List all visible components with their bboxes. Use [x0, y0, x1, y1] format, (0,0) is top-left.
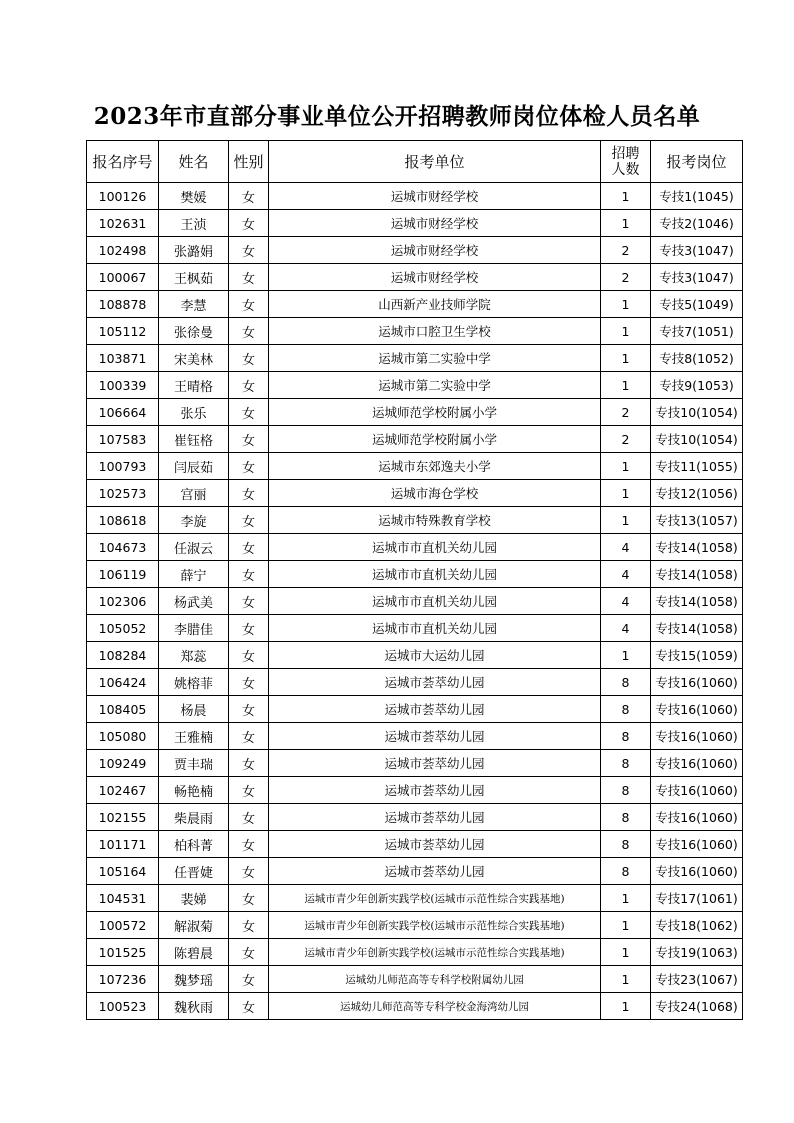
cell-quota: 1 — [601, 480, 651, 507]
header-post: 报考岗位 — [651, 141, 743, 183]
cell-gender: 女 — [229, 534, 269, 561]
cell-name: 张乐 — [159, 399, 229, 426]
cell-id: 107583 — [87, 426, 159, 453]
cell-quota: 1 — [601, 912, 651, 939]
cell-unit: 山西新产业技师学院 — [269, 291, 601, 318]
cell-id: 102498 — [87, 237, 159, 264]
table-row — [87, 939, 743, 966]
cell-id: 106119 — [87, 561, 159, 588]
cell-gender: 女 — [229, 939, 269, 966]
cell-name: 王晴格 — [159, 372, 229, 399]
cell-id: 108878 — [87, 291, 159, 318]
cell-unit: 运城市荟萃幼儿园 — [269, 750, 601, 777]
cell-name: 宫丽 — [159, 480, 229, 507]
cell-unit: 运城市荟萃幼儿园 — [269, 696, 601, 723]
candidate-table — [86, 140, 743, 1020]
cell-name: 魏梦瑶 — [159, 966, 229, 993]
cell-id: 105112 — [87, 318, 159, 345]
cell-unit: 运城市财经学校 — [269, 210, 601, 237]
table-row — [87, 885, 743, 912]
cell-name: 李旋 — [159, 507, 229, 534]
cell-unit: 运城市财经学校 — [269, 237, 601, 264]
cell-unit: 运城市青少年创新实践学校(运城市示范性综合实践基地) — [269, 885, 601, 912]
cell-quota: 2 — [601, 264, 651, 291]
cell-quota: 1 — [601, 966, 651, 993]
cell-post: 专技3(1047) — [651, 264, 743, 291]
cell-name: 杨武美 — [159, 588, 229, 615]
cell-unit: 运城市荟萃幼儿园 — [269, 804, 601, 831]
cell-quota: 4 — [601, 615, 651, 642]
cell-unit: 运城市市直机关幼儿园 — [269, 561, 601, 588]
cell-name: 姚榕菲 — [159, 669, 229, 696]
table-row — [87, 237, 743, 264]
cell-gender: 女 — [229, 453, 269, 480]
table-row — [87, 993, 743, 1020]
cell-name: 张徐曼 — [159, 318, 229, 345]
cell-post: 专技14(1058) — [651, 588, 743, 615]
table-row — [87, 210, 743, 237]
cell-unit: 运城市东郊逸夫小学 — [269, 453, 601, 480]
cell-gender: 女 — [229, 804, 269, 831]
cell-gender: 女 — [229, 642, 269, 669]
cell-name: 柏科菁 — [159, 831, 229, 858]
table-row — [87, 669, 743, 696]
cell-gender: 女 — [229, 777, 269, 804]
table-row — [87, 777, 743, 804]
cell-unit: 运城市第二实验中学 — [269, 372, 601, 399]
cell-id: 103871 — [87, 345, 159, 372]
table-row — [87, 480, 743, 507]
table-row — [87, 642, 743, 669]
cell-name: 郑蕊 — [159, 642, 229, 669]
cell-quota: 2 — [601, 237, 651, 264]
table-row — [87, 966, 743, 993]
header-quota-line1: 招聘 — [611, 145, 640, 162]
cell-unit: 运城市荟萃幼儿园 — [269, 858, 601, 885]
cell-quota: 8 — [601, 669, 651, 696]
cell-gender: 女 — [229, 912, 269, 939]
cell-unit: 运城市财经学校 — [269, 264, 601, 291]
cell-name: 樊媛 — [159, 183, 229, 210]
table-row — [87, 399, 743, 426]
cell-id: 101171 — [87, 831, 159, 858]
cell-id: 100126 — [87, 183, 159, 210]
cell-post: 专技7(1051) — [651, 318, 743, 345]
cell-unit: 运城市荟萃幼儿园 — [269, 777, 601, 804]
cell-quota: 2 — [601, 399, 651, 426]
table-row — [87, 912, 743, 939]
cell-id: 109249 — [87, 750, 159, 777]
cell-unit: 运城师范学校附属小学 — [269, 426, 601, 453]
cell-quota: 1 — [601, 642, 651, 669]
cell-quota: 1 — [601, 372, 651, 399]
cell-id: 105164 — [87, 858, 159, 885]
cell-post: 专技15(1059) — [651, 642, 743, 669]
cell-id: 104673 — [87, 534, 159, 561]
cell-gender: 女 — [229, 966, 269, 993]
cell-quota: 8 — [601, 696, 651, 723]
cell-post: 专技14(1058) — [651, 615, 743, 642]
header-unit: 报考单位 — [269, 141, 601, 183]
cell-name: 畅艳楠 — [159, 777, 229, 804]
cell-quota: 8 — [601, 723, 651, 750]
cell-gender: 女 — [229, 669, 269, 696]
cell-unit: 运城师范学校附属小学 — [269, 399, 601, 426]
cell-id: 102155 — [87, 804, 159, 831]
table-row — [87, 318, 743, 345]
table-row — [87, 291, 743, 318]
cell-post: 专技8(1052) — [651, 345, 743, 372]
table-row — [87, 183, 743, 210]
cell-name: 薛宁 — [159, 561, 229, 588]
cell-unit: 运城幼儿师范高等专科学校金海湾幼儿园 — [269, 993, 601, 1020]
table-row — [87, 507, 743, 534]
cell-unit: 运城市口腔卫生学校 — [269, 318, 601, 345]
cell-id: 108618 — [87, 507, 159, 534]
cell-name: 李慧 — [159, 291, 229, 318]
cell-post: 专技10(1054) — [651, 399, 743, 426]
table-row — [87, 588, 743, 615]
cell-quota: 8 — [601, 858, 651, 885]
cell-gender: 女 — [229, 480, 269, 507]
cell-post: 专技14(1058) — [651, 534, 743, 561]
cell-quota: 4 — [601, 534, 651, 561]
cell-gender: 女 — [229, 264, 269, 291]
header-quota-line2: 人数 — [611, 161, 640, 178]
table-row — [87, 723, 743, 750]
table-row — [87, 750, 743, 777]
cell-name: 王浈 — [159, 210, 229, 237]
page-title: 2023年市直部分事业单位公开招聘教师岗位体检人员名单 — [93, 103, 701, 130]
cell-post: 专技16(1060) — [651, 831, 743, 858]
cell-unit: 运城市青少年创新实践学校(运城市示范性综合实践基地) — [269, 939, 601, 966]
cell-quota: 8 — [601, 750, 651, 777]
cell-id: 100339 — [87, 372, 159, 399]
cell-name: 裴娣 — [159, 885, 229, 912]
cell-name: 陈碧晨 — [159, 939, 229, 966]
cell-post: 专技10(1054) — [651, 426, 743, 453]
cell-name: 杨晨 — [159, 696, 229, 723]
cell-gender: 女 — [229, 858, 269, 885]
cell-gender: 女 — [229, 237, 269, 264]
cell-post: 专技12(1056) — [651, 480, 743, 507]
cell-gender: 女 — [229, 561, 269, 588]
cell-gender: 女 — [229, 399, 269, 426]
cell-name: 解淑菊 — [159, 912, 229, 939]
cell-name: 闫辰茹 — [159, 453, 229, 480]
cell-quota: 1 — [601, 453, 651, 480]
cell-id: 108284 — [87, 642, 159, 669]
cell-quota: 8 — [601, 777, 651, 804]
cell-id: 105080 — [87, 723, 159, 750]
cell-unit: 运城市特殊教育学校 — [269, 507, 601, 534]
table-row — [87, 561, 743, 588]
cell-quota: 1 — [601, 183, 651, 210]
cell-gender: 女 — [229, 750, 269, 777]
cell-unit: 运城市市直机关幼儿园 — [269, 588, 601, 615]
cell-post: 专技3(1047) — [651, 237, 743, 264]
cell-id: 106664 — [87, 399, 159, 426]
cell-post: 专技9(1053) — [651, 372, 743, 399]
table-row — [87, 858, 743, 885]
cell-name: 任晋婕 — [159, 858, 229, 885]
cell-name: 魏秋雨 — [159, 993, 229, 1020]
cell-unit: 运城市海仓学校 — [269, 480, 601, 507]
cell-name: 宋美林 — [159, 345, 229, 372]
table-row — [87, 453, 743, 480]
table-row — [87, 345, 743, 372]
cell-quota: 1 — [601, 318, 651, 345]
cell-unit: 运城市市直机关幼儿园 — [269, 534, 601, 561]
table-body — [87, 183, 743, 1020]
cell-quota: 1 — [601, 939, 651, 966]
cell-quota: 8 — [601, 804, 651, 831]
cell-post: 专技19(1063) — [651, 939, 743, 966]
cell-post: 专技17(1061) — [651, 885, 743, 912]
cell-gender: 女 — [229, 615, 269, 642]
cell-quota: 1 — [601, 291, 651, 318]
table-header-row — [87, 141, 743, 183]
table-row — [87, 264, 743, 291]
cell-id: 100067 — [87, 264, 159, 291]
table-row — [87, 426, 743, 453]
cell-post: 专技16(1060) — [651, 696, 743, 723]
cell-unit: 运城市荟萃幼儿园 — [269, 831, 601, 858]
cell-post: 专技16(1060) — [651, 750, 743, 777]
cell-gender: 女 — [229, 318, 269, 345]
cell-gender: 女 — [229, 831, 269, 858]
cell-unit: 运城市大运幼儿园 — [269, 642, 601, 669]
cell-quota: 4 — [601, 588, 651, 615]
header-quota — [601, 141, 651, 183]
cell-post: 专技2(1046) — [651, 210, 743, 237]
table-row — [87, 534, 743, 561]
cell-name: 李腊佳 — [159, 615, 229, 642]
cell-id: 107236 — [87, 966, 159, 993]
cell-gender: 女 — [229, 372, 269, 399]
cell-post: 专技13(1057) — [651, 507, 743, 534]
cell-post: 专技1(1045) — [651, 183, 743, 210]
cell-post: 专技16(1060) — [651, 804, 743, 831]
cell-id: 102306 — [87, 588, 159, 615]
cell-gender: 女 — [229, 588, 269, 615]
table-row — [87, 696, 743, 723]
header-id: 报名序号 — [87, 141, 159, 183]
cell-post: 专技16(1060) — [651, 669, 743, 696]
cell-quota: 2 — [601, 426, 651, 453]
cell-quota: 1 — [601, 345, 651, 372]
cell-quota: 1 — [601, 885, 651, 912]
cell-post: 专技16(1060) — [651, 777, 743, 804]
table-row — [87, 804, 743, 831]
cell-gender: 女 — [229, 426, 269, 453]
cell-post: 专技23(1067) — [651, 966, 743, 993]
cell-id: 108405 — [87, 696, 159, 723]
cell-name: 王枫茹 — [159, 264, 229, 291]
cell-id: 100572 — [87, 912, 159, 939]
cell-unit: 运城市青少年创新实践学校(运城市示范性综合实践基地) — [269, 912, 601, 939]
cell-unit: 运城市财经学校 — [269, 183, 601, 210]
cell-name: 崔钰格 — [159, 426, 229, 453]
cell-quota: 1 — [601, 210, 651, 237]
cell-gender: 女 — [229, 993, 269, 1020]
table-row — [87, 372, 743, 399]
cell-id: 100793 — [87, 453, 159, 480]
cell-name: 张潞娟 — [159, 237, 229, 264]
cell-gender: 女 — [229, 345, 269, 372]
header-name: 姓名 — [159, 141, 229, 183]
cell-gender: 女 — [229, 291, 269, 318]
cell-id: 102467 — [87, 777, 159, 804]
cell-gender: 女 — [229, 723, 269, 750]
table-row — [87, 615, 743, 642]
cell-gender: 女 — [229, 210, 269, 237]
cell-id: 101525 — [87, 939, 159, 966]
cell-quota: 1 — [601, 993, 651, 1020]
cell-name: 王雅楠 — [159, 723, 229, 750]
cell-gender: 女 — [229, 507, 269, 534]
cell-id: 106424 — [87, 669, 159, 696]
cell-post: 专技18(1062) — [651, 912, 743, 939]
cell-post: 专技5(1049) — [651, 291, 743, 318]
cell-id: 100523 — [87, 993, 159, 1020]
cell-unit: 运城市荟萃幼儿园 — [269, 669, 601, 696]
cell-gender: 女 — [229, 696, 269, 723]
cell-id: 104531 — [87, 885, 159, 912]
table-row — [87, 831, 743, 858]
cell-post: 专技11(1055) — [651, 453, 743, 480]
header-gender: 性别 — [229, 141, 269, 183]
cell-unit: 运城市荟萃幼儿园 — [269, 723, 601, 750]
cell-id: 102631 — [87, 210, 159, 237]
cell-post: 专技16(1060) — [651, 858, 743, 885]
cell-post: 专技16(1060) — [651, 723, 743, 750]
cell-quota: 8 — [601, 831, 651, 858]
cell-quota: 1 — [601, 507, 651, 534]
cell-gender: 女 — [229, 183, 269, 210]
cell-name: 柴晨雨 — [159, 804, 229, 831]
cell-post: 专技24(1068) — [651, 993, 743, 1020]
cell-post: 专技14(1058) — [651, 561, 743, 588]
cell-unit: 运城市第二实验中学 — [269, 345, 601, 372]
cell-name: 任淑云 — [159, 534, 229, 561]
cell-quota: 4 — [601, 561, 651, 588]
cell-gender: 女 — [229, 885, 269, 912]
cell-id: 105052 — [87, 615, 159, 642]
cell-name: 贾丰瑞 — [159, 750, 229, 777]
cell-unit: 运城市市直机关幼儿园 — [269, 615, 601, 642]
cell-id: 102573 — [87, 480, 159, 507]
cell-unit: 运城幼儿师范高等专科学校附属幼儿园 — [269, 966, 601, 993]
